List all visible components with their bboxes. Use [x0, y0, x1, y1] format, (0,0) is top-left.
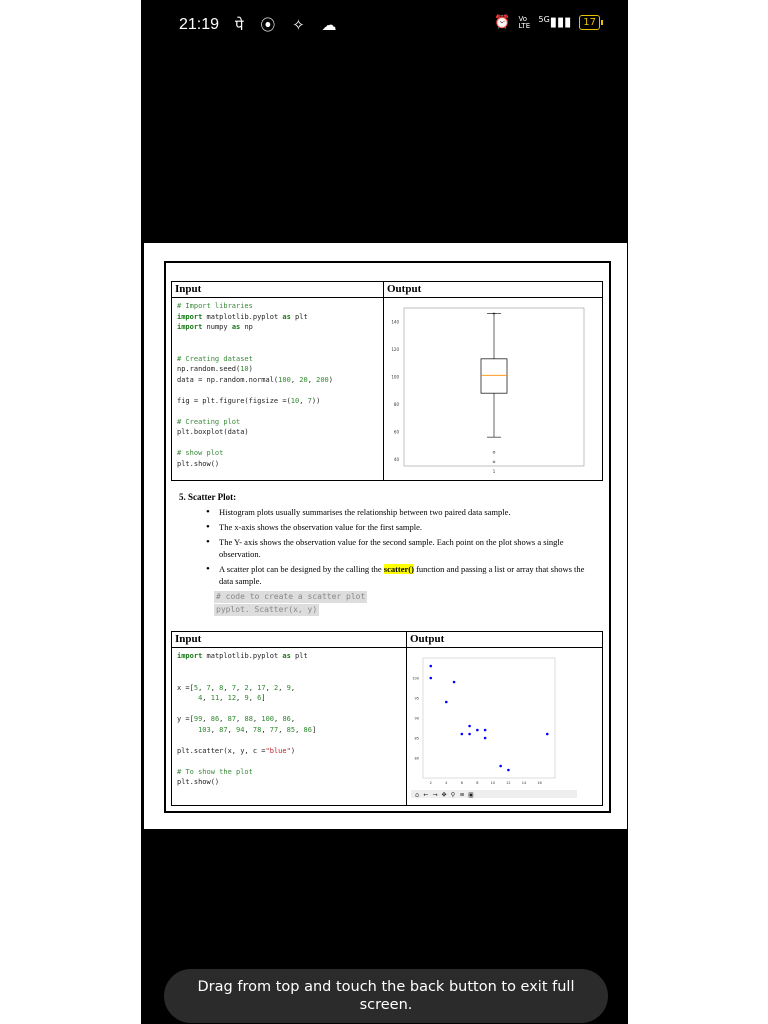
code-token: 7 — [206, 683, 211, 692]
y-tick-label: 85 — [414, 736, 419, 741]
document-page — [144, 243, 627, 829]
code-line — [177, 662, 401, 673]
code-token: 86 — [303, 725, 312, 734]
code-token — [177, 694, 198, 702]
code-token: 9 — [244, 694, 249, 702]
code-line — [177, 756, 401, 767]
code-token: , — [290, 683, 296, 692]
code-token: 7 — [231, 683, 237, 692]
code-token: , — [295, 725, 304, 734]
x-tick-label: 8 — [476, 781, 479, 785]
bullet-item — [219, 563, 599, 587]
code-token: , — [252, 715, 262, 723]
code-line — [177, 693, 401, 704]
x-tick-label: 14 — [521, 781, 527, 785]
forward-arrow-icon[interactable]: → — [432, 791, 438, 799]
output-header: Output — [384, 282, 603, 298]
zoom-icon[interactable]: ⚲ — [450, 791, 456, 799]
status-bar — [141, 0, 628, 46]
code-token: y =[ — [177, 715, 194, 723]
y-tick-label: 95 — [414, 696, 419, 701]
code-token: , — [299, 396, 308, 405]
code-token: 94 — [236, 725, 245, 734]
code-token: , — [210, 683, 220, 692]
scatter-point — [546, 733, 549, 736]
pan-icon[interactable]: ✥ — [441, 791, 447, 799]
scatter-point — [484, 737, 487, 740]
code-line — [177, 375, 378, 386]
toast-message: Drag from top and touch the back button to exit full screen. — [197, 979, 575, 1013]
bullet-list — [179, 506, 599, 587]
code-token: matplotlib.pyplot — [202, 312, 283, 321]
code-token: import — [177, 652, 203, 660]
code-snippet-comment: # code to create a scatter plot — [216, 592, 366, 601]
code-token: data = np.random.normal( — [177, 375, 279, 384]
scatter-point — [468, 725, 471, 728]
input-header: Input — [172, 632, 407, 648]
code-token: 17 — [257, 683, 266, 692]
scatter-point — [476, 729, 479, 732]
code-token: 7 — [307, 396, 312, 405]
cloud-icon: ☁ — [321, 16, 343, 34]
code-token: 9 — [286, 683, 291, 692]
code-line — [177, 704, 401, 715]
bullet-item: • The Y- axis shows the observation value for the second sample. Each point on the plot shows a single observation. — [219, 536, 599, 560]
scatter-io-table — [171, 631, 603, 806]
volte-icon: Vo LTE — [518, 14, 531, 30]
boxplot-chart — [384, 298, 602, 476]
code-token: as — [282, 312, 291, 321]
code-token: plt.show() — [177, 778, 220, 786]
code-token: 88 — [244, 715, 253, 723]
code-token: , — [236, 683, 245, 692]
code-token: ) — [328, 375, 333, 384]
code-token: 11 — [210, 694, 220, 702]
outlier-point — [493, 451, 495, 453]
code-token: 4 — [198, 694, 203, 702]
code-token: , — [219, 715, 228, 723]
code-token: , — [307, 375, 317, 384]
code-line — [177, 417, 378, 428]
settings-icon[interactable]: ≡ — [459, 791, 465, 799]
fullscreen-toast — [164, 969, 608, 1023]
output-header: Output — [407, 632, 603, 648]
code-line — [177, 364, 378, 375]
code-token: 87 — [227, 715, 237, 723]
battery-level: 17 — [583, 17, 596, 28]
media-icon: ⦿ — [260, 16, 282, 34]
code-token: # show plot — [177, 449, 224, 457]
code-token: matplotlib.pyplot — [202, 652, 283, 660]
code-line — [177, 683, 401, 694]
save-icon[interactable]: ▣ — [468, 791, 474, 799]
5g-signal-icon: $^{5G}$▮▮▮ — [538, 15, 572, 30]
code-token: np — [240, 323, 253, 331]
code-token: , — [227, 725, 237, 734]
outlier-point — [493, 461, 495, 463]
code-token: , — [223, 683, 232, 692]
code-token: , — [248, 683, 258, 692]
scatter-point — [429, 665, 432, 668]
scatter-point — [429, 677, 432, 680]
code-line — [177, 354, 378, 365]
scatter-point — [453, 681, 456, 684]
y-tick-label: 80 — [414, 756, 419, 761]
x-tick-label: 10 — [490, 781, 496, 785]
code-token: , — [236, 694, 245, 702]
home-icon[interactable]: ⌂ — [415, 791, 419, 799]
code-token: , — [236, 715, 245, 723]
back-arrow-icon[interactable]: ← — [423, 791, 429, 799]
status-time: 21:19 — [179, 16, 220, 33]
code-token: ) — [290, 746, 296, 755]
alarm-icon: ⏰ — [494, 15, 511, 30]
code-token: plt — [290, 312, 308, 321]
code-token: 2 — [244, 683, 249, 692]
code-token: "blue" — [265, 746, 291, 755]
scatter-point — [507, 769, 510, 772]
code-line — [177, 725, 401, 736]
code-token: x =[ — [177, 683, 194, 692]
scatter-point — [484, 729, 487, 732]
y-tick-label: 100 — [412, 676, 419, 681]
code-token: # Creating dataset — [177, 354, 253, 363]
code-token: 5 — [193, 683, 199, 692]
code-line — [177, 301, 378, 312]
code-token: 2 — [274, 683, 279, 692]
code-token: plt.scatter(x, y, c = — [177, 746, 266, 755]
y-tick-label: 90 — [414, 716, 419, 721]
code-token: 85 — [286, 725, 296, 734]
code-line — [177, 438, 378, 449]
code-line — [177, 459, 378, 470]
code-line — [177, 333, 378, 344]
code-token: 10 — [290, 396, 300, 405]
scatter-point — [461, 733, 464, 736]
code-line — [177, 343, 378, 354]
code-token: 78 — [252, 725, 262, 734]
code-token: 20 — [299, 375, 308, 384]
code-token: , — [202, 715, 211, 723]
code-line — [177, 714, 401, 725]
x-tick-label: 16 — [537, 781, 542, 785]
code-token: np.random.seed( — [177, 365, 241, 373]
code-token: numpy — [202, 323, 232, 331]
battery-icon — [579, 15, 600, 30]
code-token: ) — [248, 365, 253, 373]
y-tick-label: 140 — [391, 319, 399, 325]
code-token: fig = plt.figure(figsize =( — [177, 396, 291, 405]
code-token: , — [265, 683, 275, 692]
code-token: , — [274, 715, 283, 723]
x-tick-label: 2 — [429, 781, 432, 785]
code-token: , — [244, 725, 253, 734]
code-line — [177, 651, 401, 662]
code-token: , — [248, 694, 258, 702]
code-token: 200 — [316, 375, 329, 384]
code-token: 10 — [240, 365, 249, 373]
y-tick-label: 80 — [393, 402, 399, 408]
code-token: as — [282, 652, 291, 660]
bullet-item: • Histogram plots usually summarises the relationship between two paired data sample. — [219, 506, 599, 518]
code-token: 86 — [210, 715, 220, 723]
code-token: , — [290, 715, 296, 723]
code-token: , — [202, 694, 211, 702]
code-line — [177, 322, 378, 333]
code-token: 100 — [261, 715, 275, 723]
notification-glyph-icon: पे — [235, 16, 250, 34]
code-token: , — [278, 683, 287, 692]
code-line — [177, 406, 378, 417]
code-token: plt.show() — [177, 459, 220, 468]
x-tick-label: 4 — [445, 781, 448, 785]
code-token: , — [290, 375, 300, 384]
code-token: ] — [261, 694, 266, 702]
code-token: 87 — [219, 725, 228, 734]
code-token: plt.boxplot(data) — [177, 428, 249, 436]
code-token: 77 — [269, 725, 279, 734]
code-token: , — [210, 725, 220, 734]
scatter-point — [445, 701, 448, 704]
code-token: import — [177, 323, 203, 331]
y-tick-label: 60 — [393, 429, 399, 435]
code-token: 103 — [198, 725, 211, 734]
scatter-point — [499, 765, 502, 768]
code-token: 6 — [257, 694, 262, 702]
code-token: , — [261, 725, 270, 734]
code-token: ] — [311, 725, 317, 734]
code-token: 86 — [282, 715, 291, 723]
code-line — [177, 767, 401, 778]
code-token: 99 — [193, 715, 203, 723]
scatter-function-highlight: scatter() — [383, 564, 414, 574]
x-tick-label: 6 — [460, 781, 463, 785]
status-right-icons — [494, 15, 600, 30]
input-header: Input — [172, 282, 384, 298]
code-block-boxplot — [172, 298, 383, 472]
y-tick-label: 100 — [391, 374, 399, 380]
code-token: , — [198, 683, 207, 692]
code-token: plt — [290, 652, 308, 660]
code-line — [177, 385, 378, 396]
code-line — [177, 427, 378, 438]
boxplot-io-table — [171, 281, 603, 481]
x-tick-label: 12 — [506, 781, 511, 785]
scatter-point — [468, 733, 471, 736]
code-token: 100 — [278, 375, 291, 384]
code-line — [177, 746, 401, 757]
code-token: import — [177, 312, 203, 321]
code-line — [177, 312, 378, 323]
y-tick-label: 40 — [393, 457, 399, 463]
code-token: )) — [311, 396, 321, 405]
code-token: , — [219, 694, 228, 702]
x-tick-label: 1 — [492, 469, 496, 474]
plot-frame — [423, 658, 555, 778]
code-token: # Import libraries — [177, 302, 253, 310]
top-marker: + — [491, 311, 497, 318]
bullet-item: • The x-axis shows the observation value for the first sample. — [219, 521, 599, 533]
code-line — [177, 672, 401, 683]
code-token: # To show the plot — [177, 767, 253, 776]
connection-icon: ✧ — [292, 16, 311, 34]
y-tick-label: 120 — [391, 347, 399, 353]
scatter-plot-section — [179, 491, 599, 616]
code-line — [177, 735, 401, 746]
code-snippet-call: pyplot. Scatter(x, y) — [216, 605, 318, 614]
network-label: 5G — [538, 15, 550, 24]
bullet4-pre: A scatter plot can be designed by the calling the — [219, 564, 384, 574]
scatter-chart — [407, 648, 602, 801]
code-token: as — [231, 323, 241, 331]
code-line — [177, 396, 378, 407]
code-token: 8 — [219, 683, 224, 692]
code-token — [177, 726, 198, 734]
code-token: # Creating plot — [177, 417, 241, 426]
section-heading: 5. Scatter Plot: — [179, 492, 237, 502]
code-token: , — [278, 725, 287, 734]
code-token: 12 — [227, 694, 237, 702]
code-line — [177, 777, 401, 788]
code-line — [177, 448, 378, 459]
code-block-scatter — [172, 648, 406, 791]
bullet4-post: function and passing a list or array that shows the data sample. — [219, 564, 585, 586]
box — [481, 359, 507, 393]
status-left-icons — [235, 14, 342, 35]
